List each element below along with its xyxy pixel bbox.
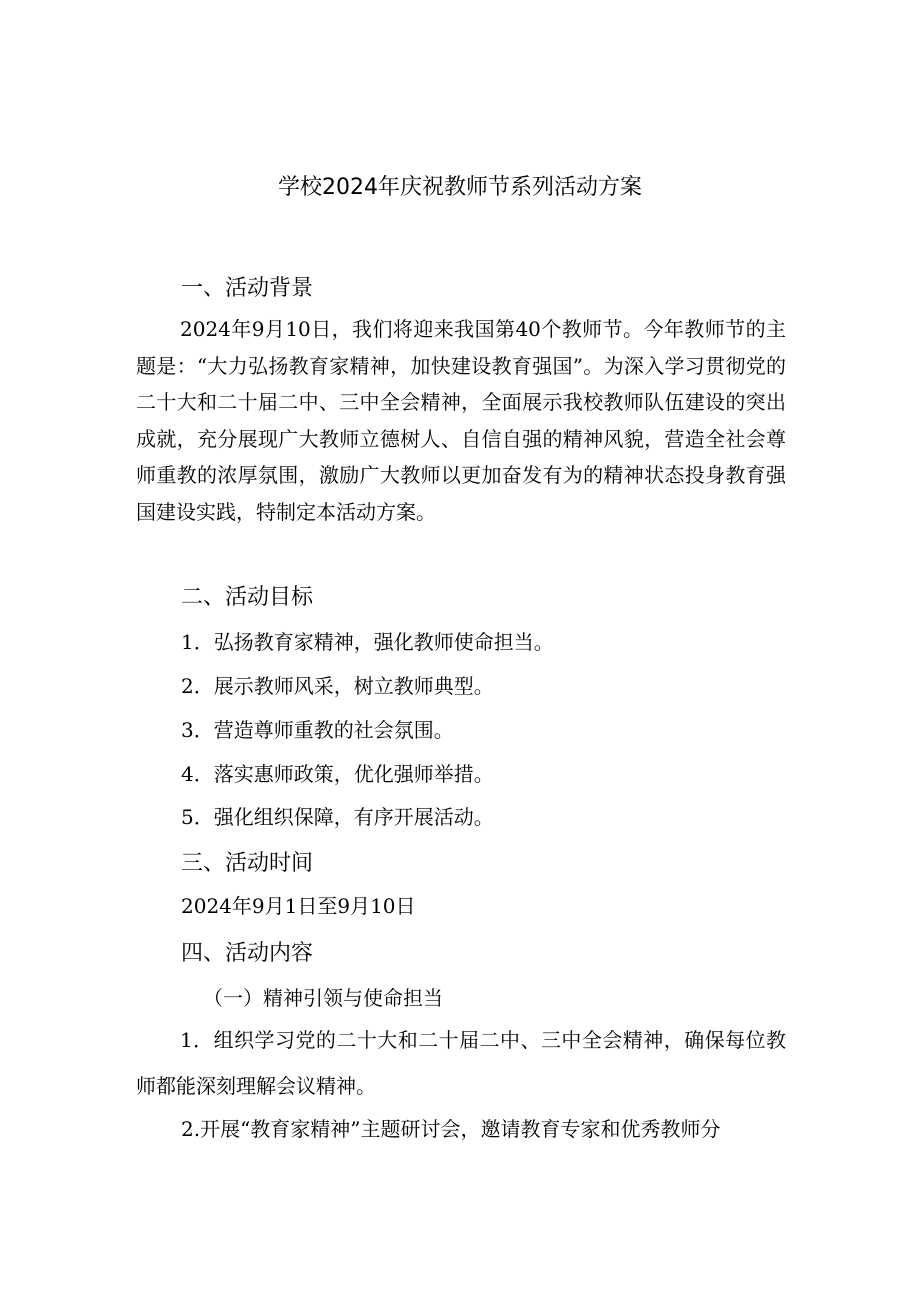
activity-time-text: 2024年9月1日至9月10日 (181, 894, 416, 918)
section-heading-goals: 二、活动目标 (181, 585, 314, 610)
background-paragraph: 2024年9月10日，我们将迎来我国第40个教师节。今年教师节的主题是：“大力弘扬教育家精神，加快建设教育强国”。为深入学习贯彻党的二十大和二十届二中、三中全会精神，全面展示我校教师队伍建设的突出成就，充分展现广大教师立德树人、自信自强的精神风貌，营造全社会尊师重教的浓厚氛围，激励广大教师以更加奋发有为的精神状态投身教育强国建设实践，特制定本活动方案。 (136, 317, 786, 524)
content-subheading: （一）精神引领与使命担当 (203, 986, 443, 1010)
goal-item: 4．落实惠师政策，优化强师举措。 (181, 762, 494, 786)
section-heading-background: 一、活动背景 (181, 276, 314, 301)
section-heading-content: 四、活动内容 (181, 941, 314, 966)
goal-item: 3．营造尊师重教的社会氛围。 (181, 718, 454, 742)
document-title: 学校2024年庆祝教师节系列活动方案 (278, 175, 642, 200)
section-heading-time: 三、活动时间 (181, 851, 314, 876)
content-paragraph: 1．组织学习党的二十大和二十届二中、三中全会精神，确保每位教师都能深刻理解会议精神。 (136, 1028, 786, 1098)
goal-item: 2．展示教师风采，树立教师典型。 (181, 674, 494, 698)
goal-item: 5．强化组织保障，有序开展活动。 (181, 805, 494, 829)
goal-item: 1．弘扬教育家精神，强化教师使命担当。 (181, 630, 554, 654)
content-paragraph: 2.开展“教育家精神”主题研讨会，邀请教育专家和优秀教师分 (181, 1117, 721, 1141)
